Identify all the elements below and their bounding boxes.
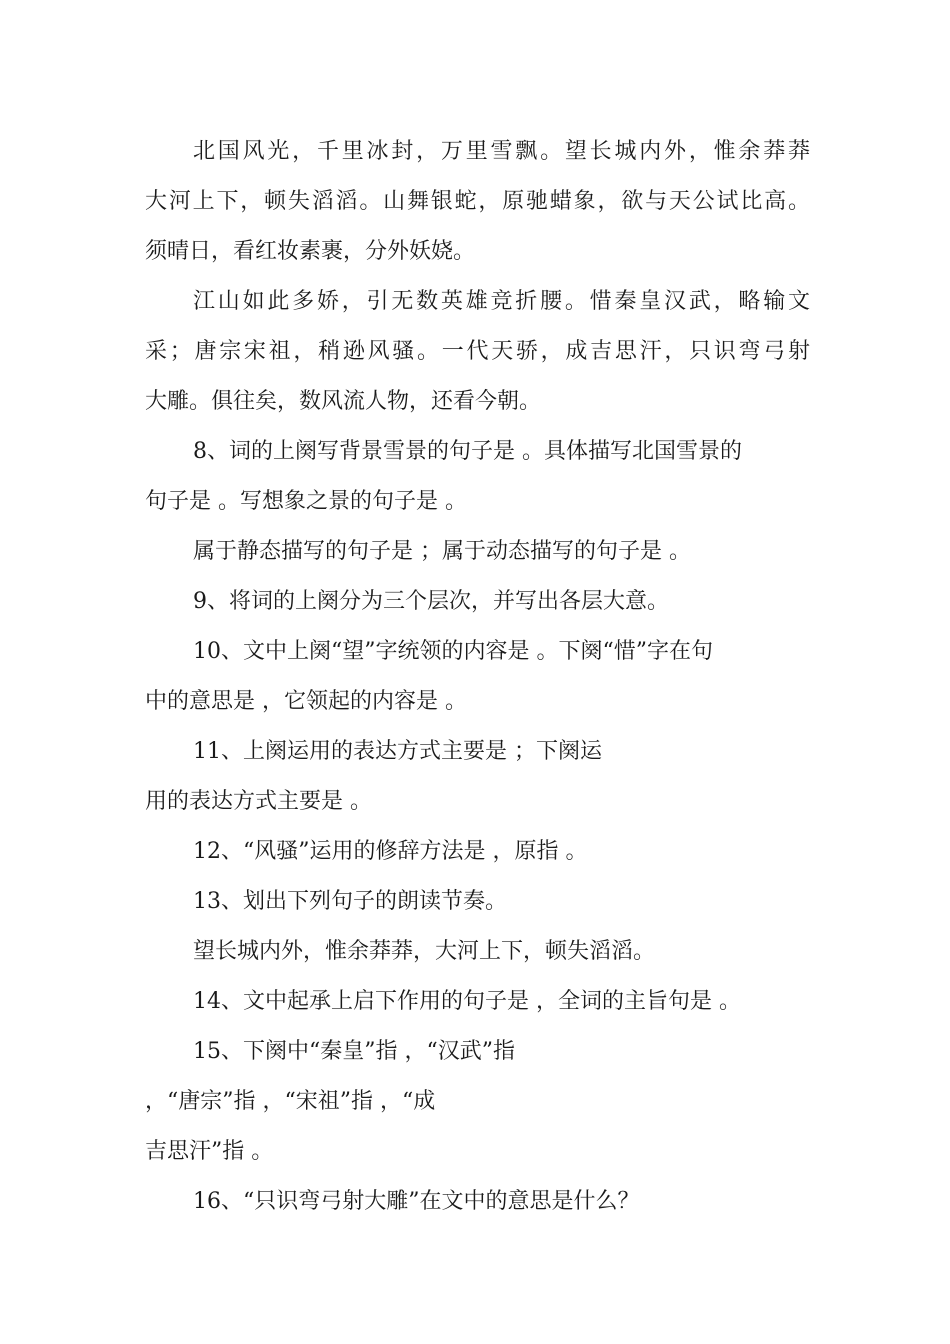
poem-stanza2-line3: 大雕。俱往矣，数风流人物，还看今朝。	[145, 389, 542, 414]
question-10-line1: 10、文中上阕“望”字统领的内容是 。下阕“惜”字在句	[193, 639, 713, 664]
question-8-followup: 属于静态描写的句子是 ；属于动态描写的句子是 。	[193, 539, 691, 564]
question-8-line1: 8、词的上阕写背景雪景的句子是 。具体描写北国雪景的	[193, 439, 742, 464]
question-13: 13、划出下列句子的朗读节奏。	[193, 889, 507, 914]
question-16: 16、“只识弯弓射大雕”在文中的意思是什么？	[193, 1189, 640, 1214]
question-15-line1: 15、下阕中“秦皇”指 ，“汉武”指	[193, 1039, 515, 1064]
poem-stanza2-line1: 江山如此多娇，引无数英雄竞折腰。惜秦皇汉武，略输文	[193, 289, 810, 314]
question-12: 12、“风骚”运用的修辞方法是 ，原指 。	[193, 839, 588, 864]
question-14: 14、文中起承上启下作用的句子是 ，全词的主旨句是 。	[193, 989, 741, 1014]
poem-stanza1-line1: 北国风光，千里冰封，万里雪飘。望长城内外，惟余莽莽	[193, 139, 810, 164]
poem-stanza1-line3: 须晴日，看红妆素裹，分外妖娆。	[145, 239, 476, 264]
question-13-sentence: 望长城内外，惟余莽莽，大河上下，顿失滔滔。	[193, 939, 656, 964]
question-15-line2: ，“唐宗”指 ，“宋祖”指 ，“成	[145, 1089, 436, 1114]
poem-stanza2-line2: 采；唐宗宋祖，稍逊风骚。一代天骄，成吉思汗，只识弯弓射	[145, 339, 810, 364]
poem-stanza1-line2: 大河上下，顿失滔滔。山舞银蛇，原驰蜡象，欲与天公试比高。	[145, 189, 810, 214]
question-11-line1: 11、上阕运用的表达方式主要是 ；下阕运	[193, 739, 602, 764]
question-15-line3: 吉思汗”指 。	[145, 1139, 274, 1164]
question-8-line2: 句子是 。写想象之景的句子是 。	[145, 489, 467, 514]
question-10-line2: 中的意思是 ，它领起的内容是 。	[145, 689, 467, 714]
question-11-line2: 用的表达方式主要是 。	[145, 789, 372, 814]
question-9: 9、将词的上阕分为三个层次，并写出各层大意。	[193, 589, 669, 614]
